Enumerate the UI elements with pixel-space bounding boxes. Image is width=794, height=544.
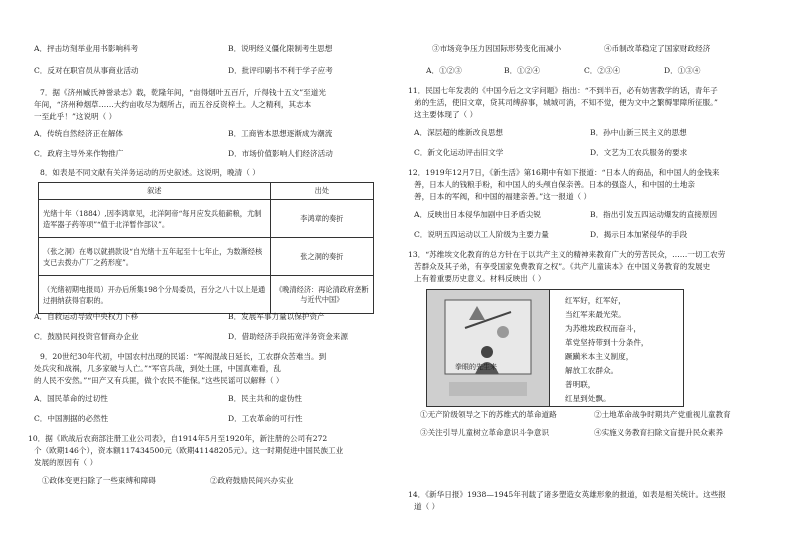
q10-stem-line: 个（欧期146个），资本额117434500元（欧期41148205元）。这一时期促进中国民族工业: [34, 446, 344, 455]
q7-option-a[interactable]: A．传统自然经济正在解体: [34, 129, 124, 138]
q7-option-b[interactable]: B．工商皆本思想逐渐成为潮流: [228, 129, 333, 138]
q8-option-c[interactable]: C．鼓励民间投资官督商办企业: [34, 332, 139, 341]
table-cell-source: 李鸿章的奏折: [270, 200, 373, 238]
q10-stem-line: 10．据《欧战后农商部注册工业公司表》，自1914年5月至1920年，新注册的公司有272: [28, 434, 328, 443]
q13-item-3: ③关注引导儿童树立革命意识斗争意识: [420, 428, 550, 437]
q10-option-b[interactable]: B．①②④: [504, 66, 540, 75]
q9-option-d[interactable]: D．工农革命的可行性: [228, 414, 303, 423]
q10-item-1: ①政体变更扫除了一些束缚和障碍: [42, 476, 156, 485]
poem-line: 解放工农群众。: [565, 366, 619, 375]
q7-stem-line: 一至此乎！”这说明（ ）: [34, 112, 117, 121]
q7-option-c[interactable]: C．政府主导外来作物推广: [34, 149, 124, 158]
q9-option-a[interactable]: A．国民革命的过切性: [34, 394, 108, 403]
q10-item-2: ②政府鼓励民间兴办实业: [210, 476, 294, 485]
q9-stem-line: 9．20世纪30年代初，中国农村出现的民谣：“军阀混战日延长，工农群众苦难当。到: [40, 352, 327, 361]
q10-option-d[interactable]: D．①③④: [664, 66, 701, 75]
q9-option-b[interactable]: B．民主共和的虚伪性: [228, 394, 302, 403]
q14-stem-line: 14．《新华日报》1938—1945年刊载了诸多塑造女英雄形象的报道，如表是相关统计。这些报: [408, 490, 726, 499]
q13-stem-line: 上有着重要历史意义。材料反映出（ ）: [414, 274, 546, 283]
q8-stem: 8．如表是不同文献有关洋务运动的历史叙述。这说明，晚清（ ）: [40, 168, 260, 177]
q7-stem-line: 7．据《济州臧氏神誉录志》载，乾隆年间，“亩得烟叶五百斤，斤得钱十五文”至道光: [40, 88, 326, 97]
poem-line: 红星到处飘。: [565, 394, 611, 403]
q6-option-c[interactable]: C．反对在职官员从事商业活动: [34, 66, 139, 75]
q7-stem-line: 年间，“济州种烟草……大约亩收尽为烟所占，而五谷反资梓土。人之精利，其志本: [34, 100, 312, 109]
poster-image: [427, 290, 550, 406]
q6-option-d[interactable]: D．批评印刷书不利于学子应考: [228, 66, 333, 75]
q10-stem-line: 发展的原因有（ ）: [34, 458, 98, 467]
q12-option-b[interactable]: B．指出引发五四运动爆发的直接原因: [590, 210, 718, 219]
table-cell-source: 《晚清经济：再论清政府垄断与近代中国》: [270, 276, 373, 314]
q13-stem-line: 13．“苏维埃文化教育的总方针在于以共产主义的精神来教育广大的劳苦民众，……一切工农劳: [408, 250, 726, 259]
q10-option-a[interactable]: A．①②③: [426, 66, 462, 75]
q11-stem-line: 这主要体现了（ ）: [414, 110, 478, 119]
poem-line: 红军好，红军好，: [565, 296, 626, 305]
poem-block: [565, 294, 649, 406]
table-cell-narrative: （光绪初期电报局）开办后所集198个分局委员，百分之八十以上是通过捐纳获得官职的。: [39, 276, 271, 314]
q12-option-d[interactable]: D．揭示日本加紧侵华的手段: [590, 230, 688, 239]
q12-stem-line: 12．1919年12月7日，《新生活》第16期中有如下报道：“日本人的商品，和中国人的金钱来: [408, 168, 720, 177]
q12-option-c[interactable]: C．说明五四运动以工人阶级为主要力量: [414, 230, 549, 239]
q13-stem-line: 苦群众及其子弟，有享受国家免费教育之权”。《共产儿童读本》在中国义务教育的发展史: [414, 262, 711, 271]
q12-option-a[interactable]: A．反映出日本侵华加剧中日矛盾尖锐: [414, 210, 541, 219]
q13-item-1: ①无产阶级领导之下的苏维式的革命道路: [420, 410, 557, 419]
table-header-narrative: 叙述: [39, 183, 271, 200]
q11-stem-line: 11．民国七年发表的《中国今后之文字问题》指出：“不到半百，必有妨害教学的话，青年子: [408, 86, 718, 95]
q11-option-a[interactable]: A．深层超的维新改良思想: [414, 128, 504, 137]
poem-line: 蹶躏米本主义制度，: [565, 352, 634, 361]
q13-item-4: ④实施义务教育扫除文盲提升民众素养: [594, 428, 724, 437]
poster-illustration: [427, 290, 549, 406]
q7-option-d[interactable]: D．市场价值影响人们经济活动: [228, 149, 333, 158]
q11-stem-line: 弟的生活，使旧文章，贷其司缚辞事，城城可消，不知不觉，便为文中之繁缛罪障所征服。”: [414, 98, 718, 107]
q13-figure: [426, 289, 684, 407]
q9-stem-line: 的人民不安然。”“田产又有兵匪，做个农民不能保。”这些民谣可以解释（ ）: [34, 376, 284, 385]
q14-stem-line: 道（ ）: [414, 502, 440, 511]
q13-item-2: ②土地革命战争时期共产党重视儿童教育: [594, 410, 731, 419]
table-cell-narrative: （张之洞）在粤以就捐款设“自光绪十五年起至十七年止，为数渐经核支已去拨办广厂之药形度”。: [39, 238, 271, 276]
poem-line: 普明联，: [565, 380, 596, 389]
table-row: [39, 200, 374, 238]
poster-caption: 拳眼的先生来: [455, 363, 497, 371]
q9-stem-line: 处兵灾和战祸，几多家破与人亡。”“军官兵哉，到处土匪，中国真难看，乱: [34, 364, 281, 373]
table-header-source: 出处: [270, 183, 373, 200]
table-cell-narrative: 光绪十年（1884）,因李鸿章见，北洋阿帝“每月应发兵船薪粮，尤制造军器子药等项”“值于北洋暂作部议”。: [39, 200, 271, 238]
q11-option-c[interactable]: C．新文化运动评击旧文学: [414, 148, 504, 157]
q10-item-3: ③市场竞争压力因国际形势变化而减小: [432, 44, 562, 53]
q12-stem-line: 善，日本的军阀，和中国的福建亲善。”这一报道（ ）: [414, 192, 592, 201]
table-row: [39, 238, 374, 276]
q11-option-b[interactable]: B．孙中山新三民主义的思想: [590, 128, 687, 137]
q6-option-b[interactable]: B．说明经义僵化限制考生思想: [228, 44, 333, 53]
poem-line: 为苏维埃政权而奋斗，: [565, 324, 641, 333]
q10-item-4: ④币制改革稳定了国家财政经济: [604, 44, 711, 53]
q6-option-a[interactable]: A．抨击坊刻举业用书影响科考: [34, 44, 139, 53]
q12-stem-line: 善，日本人的钱粮手粉，和中国人的头颅自保亲善。日本的强盗人，和中国的土地亲: [414, 180, 695, 189]
q8-option-d[interactable]: D．借助经济手段拓宽洋务资金来源: [228, 332, 348, 341]
q9-option-c[interactable]: C．中国割据的必然性: [34, 414, 109, 423]
q8-table: [38, 182, 374, 314]
q8-option-a[interactable]: A．自救运动导致中央权力下移: [34, 312, 139, 321]
q11-option-d[interactable]: D．文艺为工农兵服务的要求: [590, 148, 688, 157]
poem-line: 革党坚持带到十分条件，: [565, 338, 649, 347]
table-row: [39, 276, 374, 314]
poem-line: 当红军来最光荣。: [565, 310, 626, 319]
q10-option-c[interactable]: C．②③④: [584, 66, 621, 75]
table-cell-source: 张之洞的奏折: [270, 238, 373, 276]
q8-option-b[interactable]: B．发展军事力量以保护资产: [228, 312, 325, 321]
